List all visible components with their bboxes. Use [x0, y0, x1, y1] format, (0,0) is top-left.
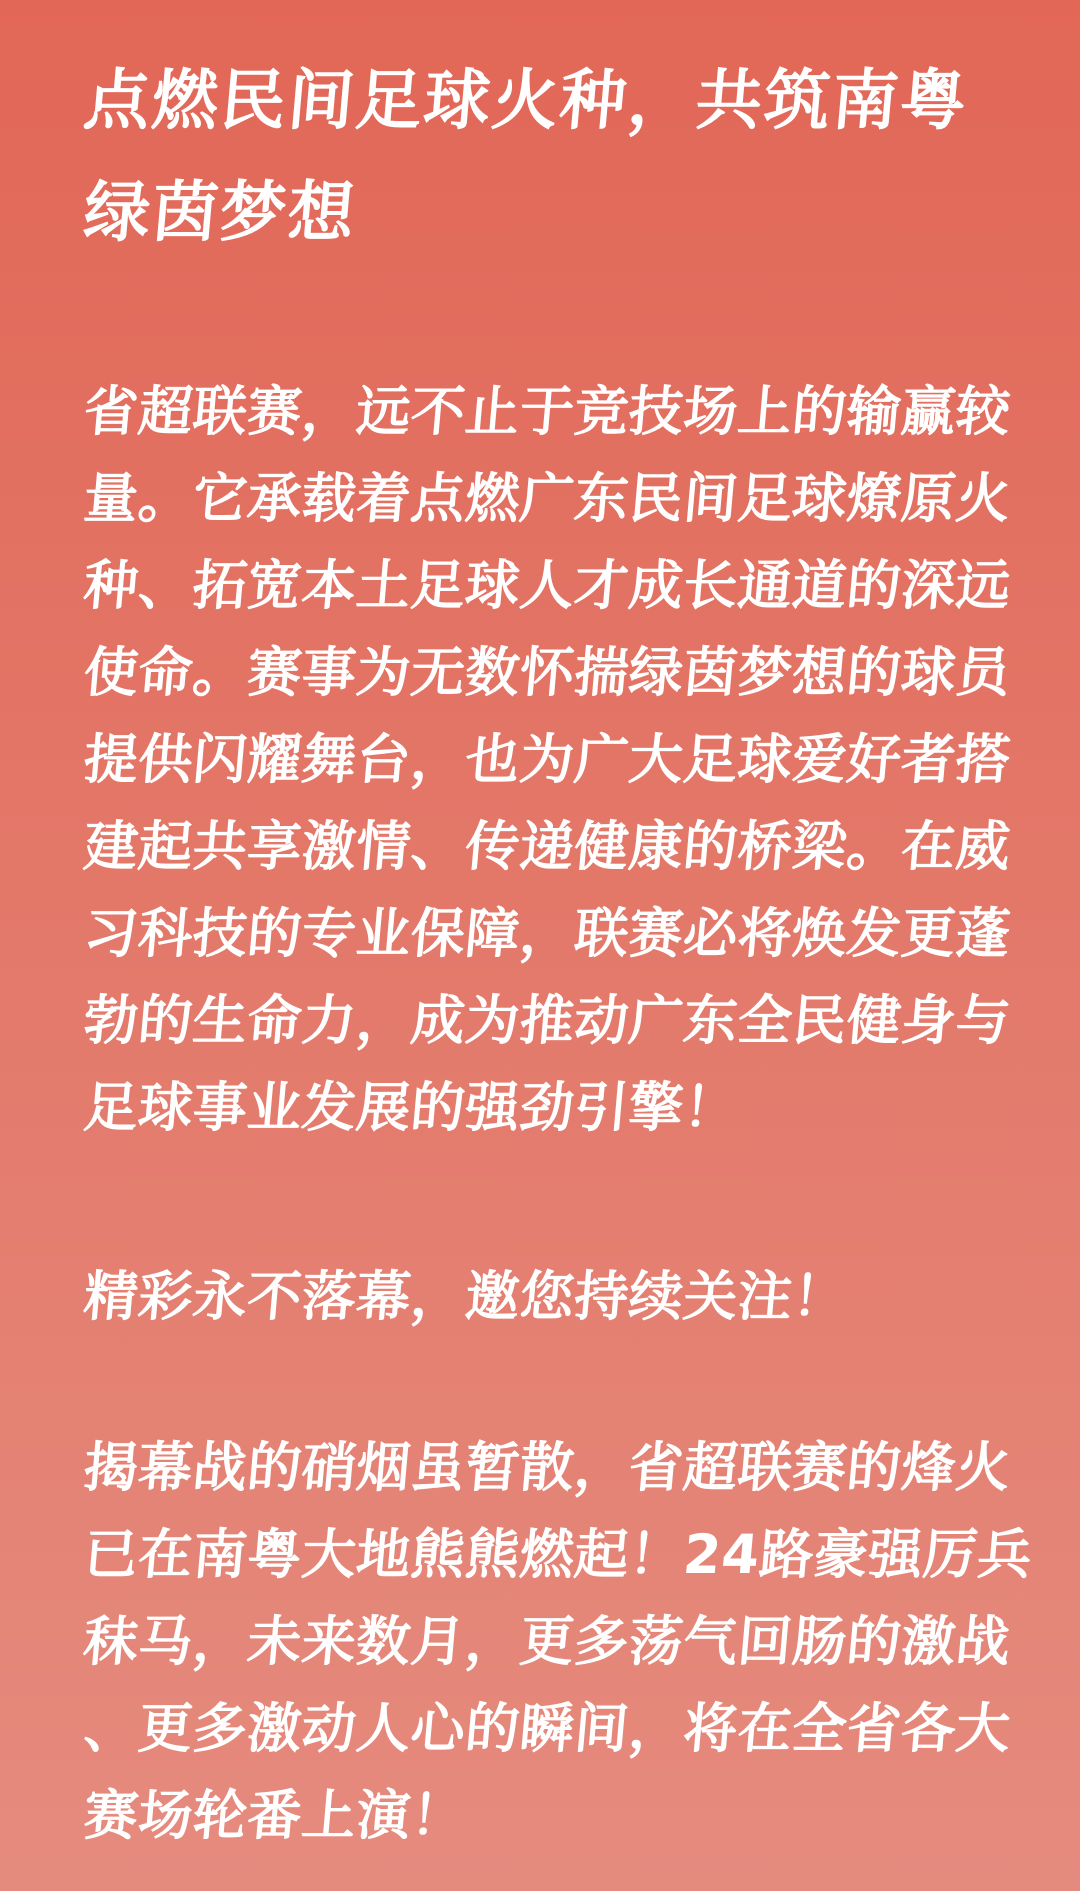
title-line: 点燃民间足球火种，共筑南粤 — [80, 62, 972, 139]
page-title — [80, 45, 996, 269]
paragraph-2 — [81, 1253, 996, 1340]
paragraph-3 — [81, 1424, 1035, 1859]
body-line: 使命。赛事为无数怀揣绿茵梦想的球员 — [81, 641, 1014, 704]
body-line: 量。它承载着点燃广东民间足球燎原火 — [81, 467, 1014, 530]
body-line: 、更多激动人心的瞬间，将在全省各大 — [81, 1697, 1014, 1760]
body-line: 省超联赛，远不止于竞技场上的输赢较 — [81, 380, 1014, 443]
body-line: 赛场轮番上演！ — [81, 1784, 469, 1847]
body-line: 足球事业发展的强劲引擎！ — [81, 1076, 741, 1139]
body-line: 精彩永不落幕，邀您持续关注！ — [81, 1265, 850, 1328]
body-line: 建起共享激情、传递健康的桥梁。在威 — [81, 815, 1014, 878]
body-line: 习科技的专业保障，联赛必将焕发更蓬 — [81, 902, 1014, 965]
paragraph-1 — [81, 368, 1014, 1151]
body-line: 秣马，未来数月，更多荡气回肠的激战 — [81, 1610, 1014, 1673]
body-line: 提供闪耀舞台，也为广大足球爱好者搭 — [81, 728, 1014, 791]
body-line: 揭幕战的硝烟虽暂散，省超联赛的烽火 — [81, 1436, 1014, 1499]
body-line: 已在南粤大地熊熊燃起！24路豪强厉兵 — [81, 1523, 1035, 1586]
body-line: 种、拓宽本土足球人才成长通道的深远 — [81, 554, 1014, 617]
title-line: 绿茵梦想 — [80, 174, 360, 251]
body-line: 勃的生命力，成为推动广东全民健身与 — [81, 989, 1014, 1052]
